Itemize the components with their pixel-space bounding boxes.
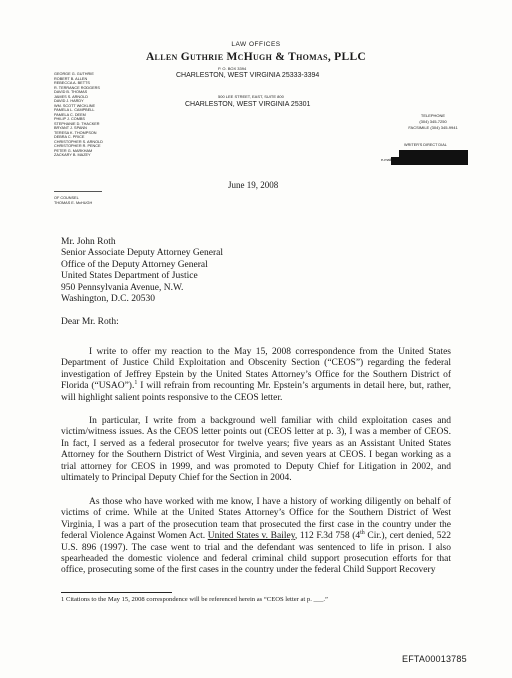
case-citation: United States v. Bailey [207,531,295,542]
redacted-email [391,157,468,165]
footnote: 1 Citations to the May 15, 2008 correspondence will be referenced herein as “CEOS letter at p. ___.” [61,596,328,603]
partner-name: JAMES S. ARNOLD [54,94,88,99]
partner-name: STEPHANIE D. THACKER [54,121,100,126]
of-counsel-label: OF COUNSEL [54,196,79,200]
telephone-number: (304) 345-7250 [419,119,447,124]
recipient-line: Mr. John Roth [61,237,116,247]
partner-name: CHRISTOPHER R. PENCE [54,144,101,148]
recipient-line: 950 Pennsylvania Avenue, N.W. [61,282,184,293]
document-id: EFTA00013785 [402,654,467,664]
letterhead-kicker: LAW OFFICES [231,41,281,48]
body-paragraph-3 [61,497,451,577]
of-counsel-name: THOMAS E. McHUGH [54,201,93,205]
of-counsel-divider [54,191,102,192]
firm-name: Allen Guthrie McHugh & Thomas, PLLC [145,51,367,63]
letter-date: June 19, 2008 [228,180,279,190]
partner-name: REBECCA A. BETTS [54,81,90,85]
email-label: e-mail [381,158,392,162]
partner-name: ZACKARY B. MAZEY [54,153,91,157]
direct-dial-label: WRITER'S DIRECT DIAL [404,143,447,147]
ordinal-suffix: th [360,530,365,537]
partner-name: PAMELA C. DEEM [54,112,86,117]
body-paragraph-2: In particular, I write from a background well familiar with child exploitation cases and victim/witness issues. As the CEOS letter points out (CEOS letter at p. 3), I was a member of CEOS. In fact, I served as a federal prosecutor for twelve years; five years as an Assistant United States Attorney for the Southern District of West Virginia, and seven years at CEOS. I began working as a trial attorney for CEOS in 1999, and was promoted to Deputy Chief for Litigation in 2002, and ultimately to Principal Deputy Chief for the Section in 2004. [61,416,451,484]
p1-text-b: I will refrain from recounting Mr. Epstein’s arguments in detail here, but, rather, will highlight salient points responsive to the CEOS letter. [61,381,451,403]
p3-text-c: Cir.), cert denied, 522 U.S. 896 (1997). The case went to trial and the defendant was sentenced to life in prison. I also spearheaded the domestic violence and federal criminal child support prosecution efforts for that office, prosecuting some of the first cases in the country under the federal Child Support Recovery [61,531,451,576]
partner-name: ROBERT B. ALLEN [54,76,88,81]
partner-name: DAVID B. THOMAS [54,90,88,94]
facsimile-number: FACSIMILE (304) 345-9941 [408,125,458,130]
partner-name: DEBRA C. PRICE [54,135,85,139]
recipient-line: United States Department of Justice [61,271,198,282]
partner-name: R. TERRANCE RODGERS [54,85,100,90]
recipient-address [61,237,223,305]
p3-text-b: , 112 F.3d 758 (4 [294,531,361,542]
street-address: 500 LEE STREET, EAST, SUITE 800 [218,94,284,99]
partner-name: DAVID J. HARDY [54,99,84,103]
salutation: Dear Mr. Roth: [61,317,119,327]
mailing-city: CHARLESTON, WEST VIRGINIA 25333-3394 [176,72,320,79]
partner-name: WM. SCOTT WICKLINE [54,103,96,108]
partner-name: PAMELA L. CAMPBELL [54,108,95,112]
partner-list [54,72,103,158]
recipient-line: Washington, D.C. 20530 [61,294,155,305]
partner-name: PETER G. MARKHAM [54,148,93,153]
footnote-divider [61,592,172,593]
p3-text-a: As those who have worked with me know, I have a history of working diligently on behalf of victims of crime. While at the United States Attorney’s Office for the Southern District of West Virginia, I was a part of the prosecution team that prosecuted the first case in the country under the federal Violence Against Women Act. [61,497,451,542]
telephone-label: TELEPHONE [420,113,446,118]
po-box: P. O. BOX 3394 [218,66,247,71]
body-paragraph-1 [61,347,451,404]
partner-name: TERESA K. THOMPSON [54,130,97,135]
partner-name: GEORGE G. GUTHRIE [54,72,94,76]
redacted-direct-dial [399,150,468,157]
partner-name: BRYANT J. SPANN [54,126,87,130]
partner-name: CHRISTOPHER S. ARNOLD [54,139,103,144]
p1-text-a: I write to offer my reaction to the May 15, 2008 correspondence from the United States Department of Justice Child Exploitation and Obscenity Section (“CEOS”) regarding the federal investigation of Jeffrey Epstein by the United States Attorney’s Office for the Southern District of Florida (“USAO”). [61,347,451,392]
street-city: CHARLESTON, WEST VIRGINIA 25301 [185,101,311,108]
footnote-ref: 1 [134,380,138,387]
recipient-line: Office of the Deputy Attorney General [61,259,208,270]
recipient-line: Senior Associate Deputy Attorney General [61,248,223,259]
partner-name: PHILIP J. COMBS [54,117,85,121]
